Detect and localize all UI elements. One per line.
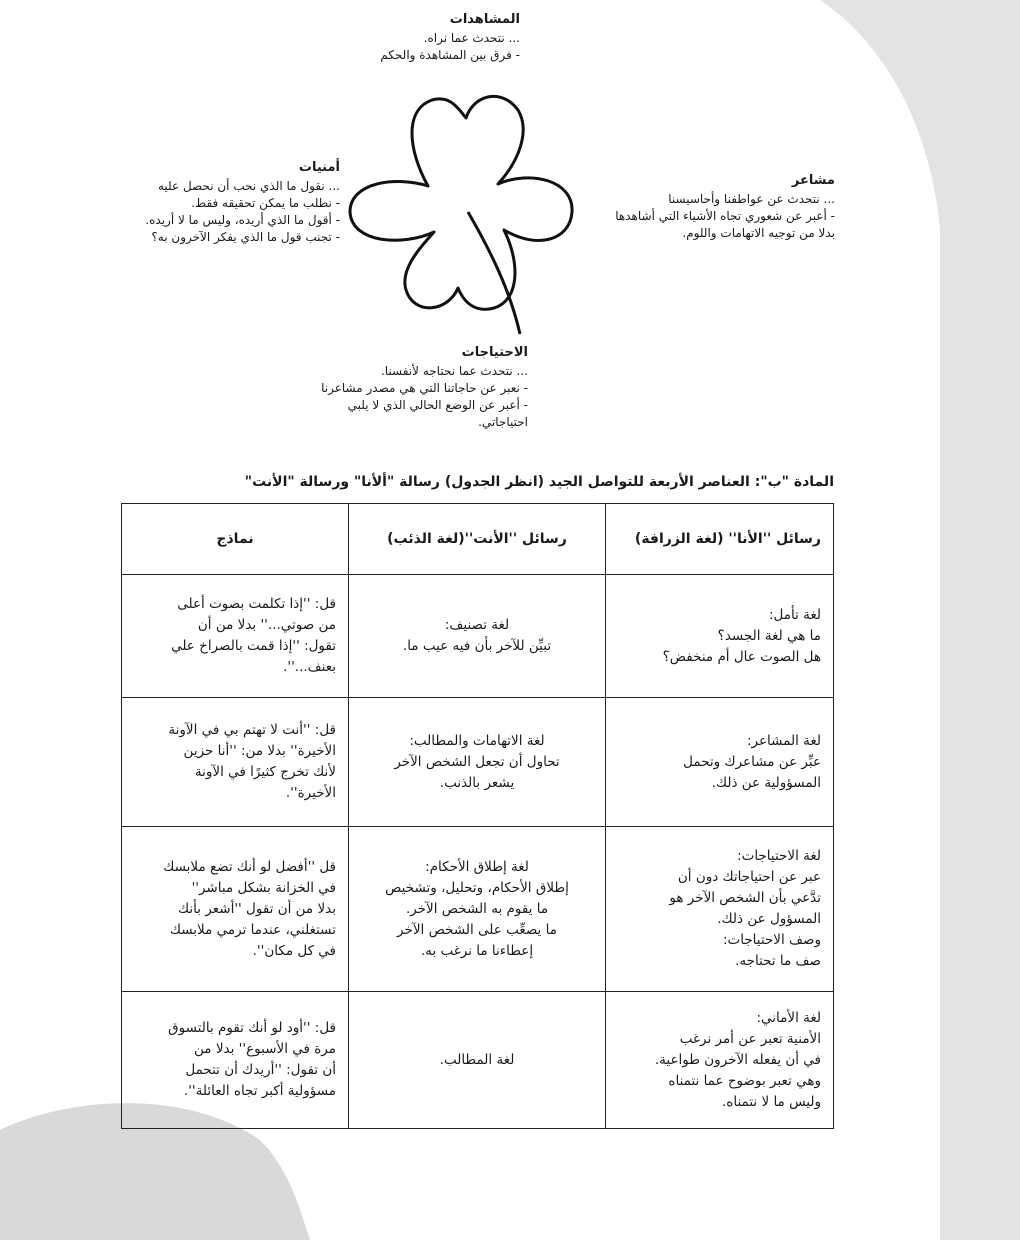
header-examples: نماذج [122, 504, 349, 575]
section-title: المادة "ب": العناصر الأربعة للتواصل الجيد (انظر الجدول) رسالة "ألأنا" ورسالة "الأنت" [244, 474, 834, 490]
cell-line: مسؤولية أكبر تجاه العائلة''. [183, 1083, 336, 1099]
i-message-cell [606, 992, 834, 1129]
cell-line: في كل مكان''. [252, 942, 336, 959]
cell-line: من صوتي...'' بدلا من أن [197, 617, 336, 633]
needs-block [258, 345, 528, 431]
feelings-line: - أعبر عن شعوري تجاه الأشياء التي أشاهدها [615, 209, 835, 223]
i-message-cell [606, 827, 834, 992]
needs-line: - أعبر عن الوضع الحالي الذي لا يلبي [347, 398, 528, 412]
cell-line: لغة المطالب. [439, 1051, 515, 1068]
observations-block [300, 12, 520, 64]
feelings-line: بدلا من توجيه الاتهامات واللوم. [682, 226, 835, 240]
cell-line: لغة المشاعر: [746, 732, 821, 749]
cell-line: وصف الاحتياجات: [722, 932, 821, 948]
you-message-cell [349, 698, 606, 827]
cell-line: لغة إطلاق الأحكام: [425, 858, 529, 875]
header-i-messages: رسائل ''الأنا'' (لغة الزرافة) [606, 504, 834, 575]
cell-line: تستغلني، عندما ترمي ملابسك [169, 921, 336, 938]
cell-line: يشعر بالذنب. [439, 774, 515, 791]
needs-heading: الاحتياجات [461, 345, 528, 360]
cell-line: ما هي لغة الجسد؟ [717, 627, 821, 644]
cell-line: المسؤول عن ذلك. [717, 911, 821, 927]
you-message-cell [349, 827, 606, 992]
needs-line: - نعبر عن حاجاتنا التي هي مصدر مشاعرنا [321, 381, 528, 395]
i-message-cell [606, 698, 834, 827]
table-row [122, 827, 834, 992]
table-row [122, 575, 834, 698]
nvc-table [121, 503, 834, 1129]
cell-line: إطلاق الأحكام، وتحليل، وتشخيص [385, 879, 569, 896]
cell-line: أن تقول: ''أريدك أن تتحمل [185, 1062, 336, 1078]
wishes-line: - تجنب قول ما الذي يفكر الآخرون به؟ [151, 230, 340, 244]
example-cell [122, 827, 349, 992]
i-message-cell [606, 575, 834, 698]
example-cell [122, 992, 349, 1129]
cell-line: تحاول أن تجعل الشخص الآخر [394, 753, 560, 770]
cell-line: ما يصعِّب على الشخص الآخر [397, 921, 557, 938]
wishes-block [80, 160, 340, 246]
cell-line: صف ما تحتاجه. [735, 953, 821, 969]
cell-line: مرة في الأسبوع'' بدلا من [194, 1041, 336, 1057]
needs-line: احتياجاتي. [478, 415, 528, 429]
cell-line: وهي تعبر بوضوح عما نتمناه [668, 1072, 821, 1089]
table-body [122, 575, 834, 1129]
cell-line: هل الصوت عال أم منخفض؟ [662, 648, 821, 665]
feelings-line: ... نتحدث عن عواطفنا وأحاسيسنا [668, 192, 835, 206]
table-row [122, 992, 834, 1129]
header-you-messages: رسائل ''الأنت''(لغة الذئب) [349, 504, 606, 575]
you-message-cell [349, 575, 606, 698]
cell-line: المسؤولية عن ذلك. [711, 774, 821, 791]
observations-line: ... نتحدث عما نراه. [423, 31, 520, 45]
wishes-line: ... نقول ما الذي نحب أن نحصل عليه [157, 179, 340, 193]
cell-line: عبِّر عن مشاعرك وتحمل [683, 753, 821, 770]
cell-line: لغة الاحتياجات: [737, 848, 821, 864]
feelings-block [545, 173, 835, 242]
cell-line: قل: ''أود لو أنك تقوم بالتسوق [168, 1020, 336, 1036]
observations-heading: المشاهدات [449, 12, 520, 27]
cell-line: في الخزانة بشكل مباشر'' [191, 879, 336, 896]
cell-line: لغة الاتهامات والمطالب: [409, 732, 545, 749]
cell-line: بعنف...''. [283, 659, 336, 675]
cell-line: قل ''أفضل لو أنك تضع ملابسك [163, 858, 336, 875]
cell-line: الأخيرة'' بدلا من: ''أنا حزين [183, 743, 336, 759]
cell-line: لغة الأماني: [756, 1009, 821, 1026]
cell-line: الأخيرة''. [285, 785, 336, 801]
cell-line: وليس ما لا نتمناه. [721, 1093, 821, 1110]
cell-line: في أن يفعله الآخرون طواعية. [654, 1051, 821, 1068]
table-header-row [122, 504, 834, 575]
cell-line: تقول: ''إذا قمت بالصراخ علي [171, 638, 336, 654]
cell-line: لغة تصنيف: [444, 617, 510, 633]
example-cell [122, 575, 349, 698]
needs-line: ... نتحدث عما نحتاجه لأنفسنا. [380, 364, 528, 378]
you-message-cell [349, 992, 606, 1129]
feelings-heading: مشاعر [791, 173, 835, 188]
cell-line: قل: ''أنت لا تهتم بي في الآونة [168, 722, 336, 738]
cell-line: تبيِّن للآخر بأن فيه عيب ما. [402, 638, 552, 654]
cell-line: الأمنية تعبر عن أمر نرغب [679, 1030, 821, 1047]
observations-line: - فرق بين المشاهدة والحكم [380, 48, 520, 62]
example-cell [122, 698, 349, 827]
cell-line: إعطاءنا ما نرغب به. [420, 942, 534, 959]
table-row [122, 698, 834, 827]
cell-line: لغة تأمل: [768, 606, 821, 623]
cell-line: قل: ''إذا تكلمت بصوت أعلى [177, 596, 336, 612]
wishes-line: - نطلب ما يمكن تحقيقه فقط. [191, 196, 340, 210]
wishes-heading: أمنيات [298, 160, 340, 175]
cell-line: لأنك تخرج كثيرًا في الآونة [194, 764, 336, 780]
cell-line: عبر عن احتياجاتك دون أن [677, 869, 821, 885]
cell-line: بدلا من أن تقول ''أشعر بأنك [178, 900, 336, 917]
wishes-line: - أقول ما الذي أريده، وليس ما لا أريده. [145, 213, 340, 227]
cell-line: ما يقوم به الشخص الآخر. [405, 900, 549, 917]
cell-line: تدَّعي بأن الشخص الآخر هو [669, 890, 821, 906]
